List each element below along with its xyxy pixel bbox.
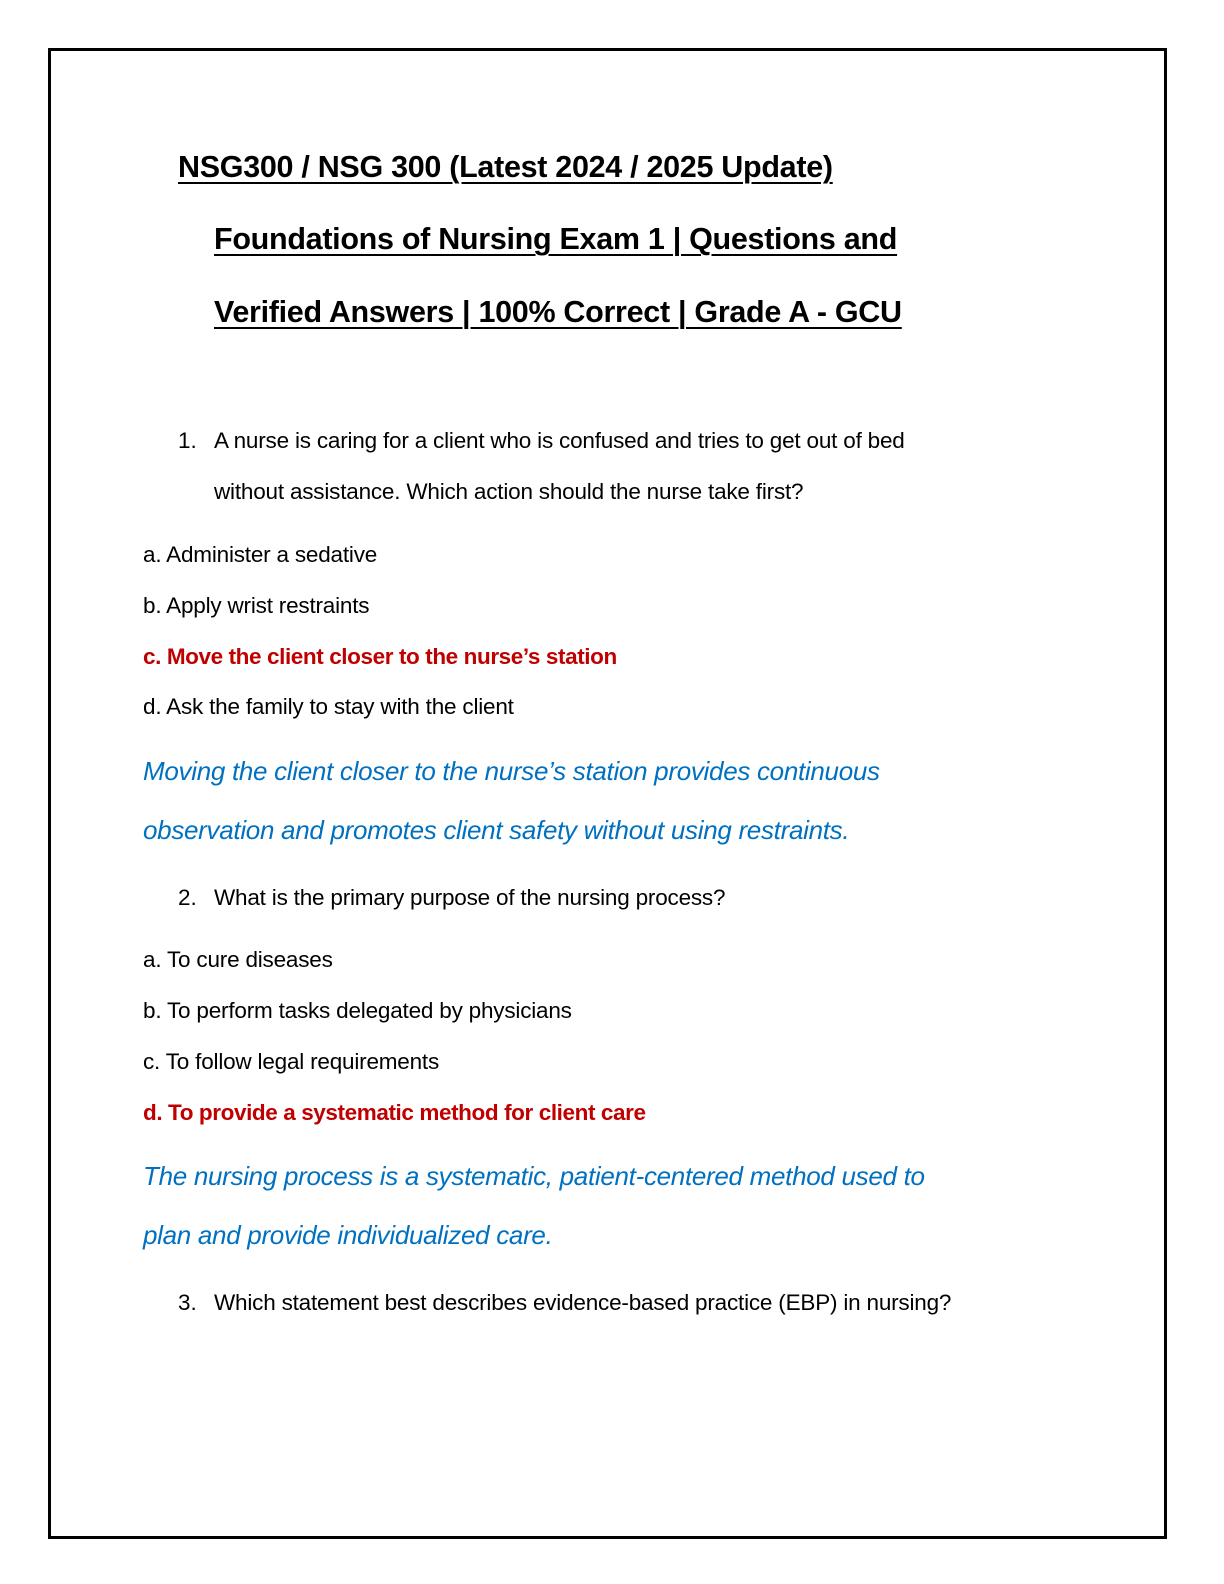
question-stem-line: without assistance. Which action should the nurse take first?	[214, 479, 804, 504]
answer-option-c: c. To follow legal requirements	[143, 1049, 440, 1074]
title-line-1: NSG300 / NSG 300 (Latest 2024 / 2025 Update)	[178, 150, 833, 184]
rationale-line: observation and promotes client safety without using restraints.	[143, 815, 850, 845]
question-stem-line: What is the primary purpose of the nursing process?	[214, 885, 726, 910]
rationale-line: The nursing process is a systematic, patient-centered method used to	[143, 1161, 925, 1191]
question-stem-line: A nurse is caring for a client who is confused and tries to get out of bed	[214, 428, 905, 453]
question-number: 1.	[178, 428, 197, 453]
question-number: 2.	[178, 885, 197, 910]
title-line-2: Foundations of Nursing Exam 1 | Questions and	[214, 222, 898, 256]
answer-option-c-correct: c. Move the client closer to the nurse’s station	[143, 644, 617, 669]
rationale-line: Moving the client closer to the nurse’s station provides continuous	[143, 756, 880, 786]
title-line-3: Verified Answers | 100% Correct | Grade A - GCU	[214, 295, 902, 329]
answer-option-a: a. To cure diseases	[143, 947, 333, 972]
answer-option-d-correct: d. To provide a systematic method for client care	[143, 1100, 646, 1125]
question-stem-line: Which statement best describes evidence-based practice (EBP) in nursing?	[214, 1290, 952, 1315]
question-number: 3.	[178, 1290, 197, 1315]
answer-option-b: b. Apply wrist restraints	[143, 593, 370, 618]
answer-option-d: d. Ask the family to stay with the client	[143, 694, 514, 719]
rationale-line: plan and provide individualized care.	[143, 1220, 553, 1250]
answer-option-b: b. To perform tasks delegated by physicians	[143, 998, 572, 1023]
answer-option-a: a. Administer a sedative	[143, 542, 378, 567]
